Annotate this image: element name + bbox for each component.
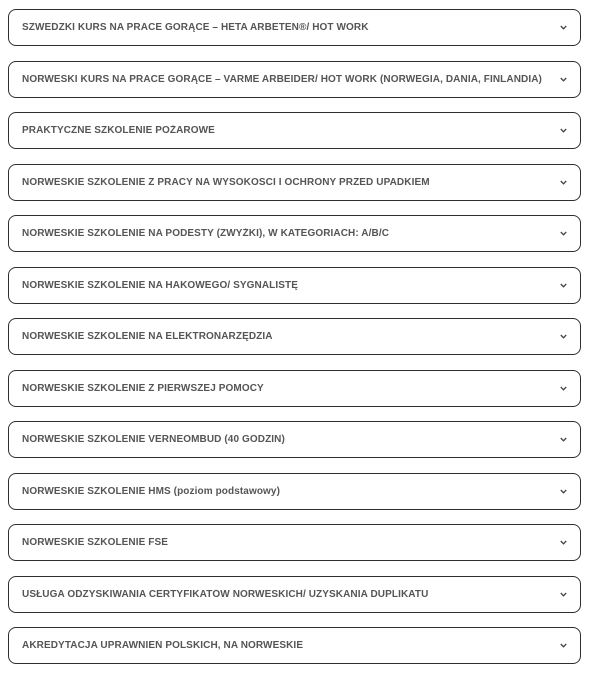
accordion-item-first-aid[interactable]	[8, 370, 581, 407]
accordion-item-hot-work-swedish[interactable]	[8, 9, 581, 46]
accordion-item-label: PRAKTYCZNE SZKOLENIE POŻAROWE	[22, 125, 215, 136]
accordion-item-label: NORWESKIE SZKOLENIE NA PODESTY (ZWYŻKI), W KATEGORIACH: A/B/C	[22, 228, 390, 239]
accordion-item-work-at-height[interactable]	[8, 164, 581, 201]
accordion-item-fire-training[interactable]	[8, 112, 581, 149]
accordion-item-label: NORWESKIE SZKOLENIE NA HAKOWEGO/ SYGNALISTĘ	[22, 280, 298, 291]
chevron-down-icon	[558, 590, 568, 600]
chevron-down-icon	[558, 126, 568, 136]
accordion-item-label: SZWEDZKI KURS NA PRACE GORĄCE – HETA ARBETEN®/ HOT WORK	[22, 22, 369, 33]
chevron-down-icon	[558, 538, 568, 548]
accordion-item-power-tools[interactable]	[8, 318, 581, 355]
accordion-item-label: NORWESKIE SZKOLENIE Z PIERWSZEJ POMOCY	[22, 383, 264, 394]
accordion-item-signaller[interactable]	[8, 267, 581, 304]
chevron-down-icon	[558, 178, 568, 188]
accordion-item-label: NORWESKI KURS NA PRACE GORĄCE – VARME ARBEIDER/ HOT WORK (NORWEGIA, DANIA, FINLANDIA)	[22, 74, 542, 85]
chevron-down-icon	[558, 75, 568, 85]
chevron-down-icon	[558, 487, 568, 497]
accordion-item-platforms[interactable]	[8, 215, 581, 252]
chevron-down-icon	[558, 332, 568, 342]
chevron-down-icon	[558, 435, 568, 445]
chevron-down-icon	[558, 23, 568, 33]
chevron-down-icon	[558, 281, 568, 291]
accordion-item-label: NORWESKIE SZKOLENIE Z PRACY NA WYSOKOSCI I OCHRONY PRZED UPADKIEM	[22, 177, 430, 188]
accordion-item-label: NORWESKIE SZKOLENIE FSE	[22, 537, 169, 548]
accordion-item-hot-work-norwegian[interactable]	[8, 61, 581, 98]
accordion-item-verneombud[interactable]	[8, 421, 581, 458]
chevron-down-icon	[558, 229, 568, 239]
accordion-item-label: NORWESKIE SZKOLENIE NA ELEKTRONARZĘDZIA	[22, 331, 273, 342]
accordion-item-hms[interactable]	[8, 473, 581, 510]
chevron-down-icon	[558, 384, 568, 394]
accordion-item-label: USŁUGA ODZYSKIWANIA CERTYFIKATÓW NORWESKICH/ UZYSKANIA DUPLIKATU	[22, 589, 429, 600]
accordion-item-label: NORWESKIE SZKOLENIE VERNEOMBUD (40 GODZIN)	[22, 434, 285, 445]
accordion-item-fse[interactable]	[8, 524, 581, 561]
accordion-item-accreditation[interactable]	[8, 627, 581, 664]
accordion-item-label: NORWESKIE SZKOLENIE HMS (poziom podstawowy)	[22, 486, 281, 497]
accordion-item-label: AKREDYTACJA UPRAWNIEŃ POLSKICH, NA NORWESKIE	[22, 640, 304, 651]
accordion-item-certificate-recovery[interactable]	[8, 576, 581, 613]
chevron-down-icon	[558, 641, 568, 651]
